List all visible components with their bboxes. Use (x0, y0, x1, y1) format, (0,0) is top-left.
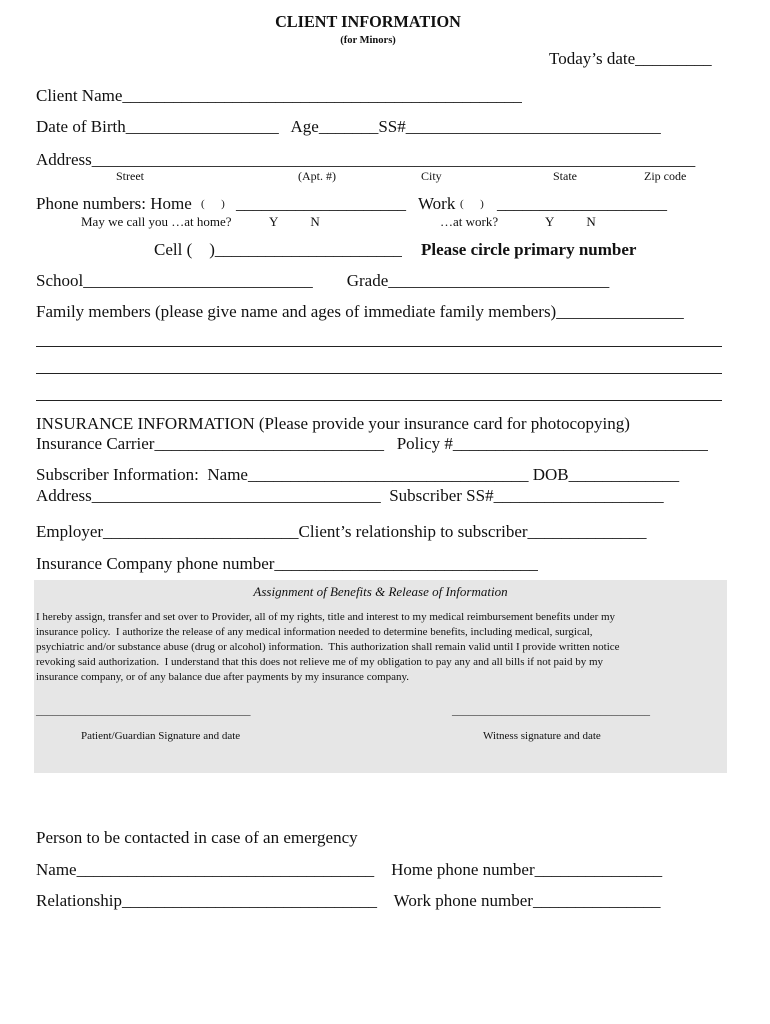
phone-home-label: Phone numbers: Home (36, 194, 192, 213)
phone-home-paren: ( ) (201, 198, 225, 210)
family-members-line-1[interactable] (36, 346, 722, 347)
witness-signature-label: Witness signature and date (483, 730, 601, 742)
address-street-label: Street (116, 169, 144, 183)
phone-work-field[interactable]: ____________________ (497, 194, 667, 213)
assignment-text-line: insurance policy. I authorize the release of any medical information needed to determine benefits, including medical, surgical, (36, 626, 593, 638)
address-zip-label: Zip code (644, 169, 687, 183)
witness-signature-line[interactable]: ____________________________________ (452, 705, 650, 717)
address-field[interactable]: Address_______________________________________________________________________ (36, 150, 696, 169)
call-work-question: …at work? (440, 214, 499, 229)
call-home-yes-no[interactable]: Y N (269, 214, 320, 229)
dob-age-ss-field[interactable]: Date of Birth__________________ Age_______SS#______________________________ (36, 117, 661, 136)
phone-work-label: Work (418, 194, 456, 213)
emergency-relationship-work-phone-field[interactable]: Relationship______________________________ Work phone number_______________ (36, 891, 661, 910)
circle-primary-note: Please circle primary number (421, 240, 637, 259)
insurance-heading: INSURANCE INFORMATION (Please provide your insurance card for photocopying) (36, 414, 630, 433)
carrier-policy-field[interactable]: Insurance Carrier___________________________ Policy #______________________________ (36, 434, 708, 453)
family-members-line-2[interactable] (36, 373, 722, 374)
emergency-name-home-phone-field[interactable]: Name___________________________________ Home phone number_______________ (36, 860, 663, 879)
assignment-text-line: I hereby assign, transfer and set over to Provider, all of my rights, title and interest to my medical reimbursement benefits under my (36, 611, 616, 623)
family-members-field[interactable]: Family members (please give name and ages of immediate family members)_______________ (36, 302, 684, 321)
todays-date-field[interactable]: Today’s date_________ (549, 49, 712, 68)
address-apt-label: (Apt. #) (298, 169, 336, 183)
subscriber-name-dob-field[interactable]: Subscriber Information: Name_________________________________ DOB_____________ (36, 465, 680, 484)
assignment-text-line: psychiatric and/or substance abuse (drug or alcohol) information. This authorization shall remain valid until I provide written notice (36, 641, 620, 653)
phone-home-field[interactable]: ____________________ (236, 194, 406, 213)
form-title: CLIENT INFORMATION (275, 12, 461, 31)
call-home-question: May we call you …at home? (81, 214, 232, 229)
phone-work-paren: ( ) (460, 198, 484, 210)
assignment-text-line: revoking said authorization. I understand that this does not relieve me of my obligation to pay any and all bills if not paid by my (36, 656, 603, 668)
family-members-line-3[interactable] (36, 400, 722, 401)
address-state-label: State (553, 169, 577, 183)
assignment-text-line: insurance company, or of any balance due after payments by my insurance company. (36, 671, 410, 683)
school-grade-field[interactable]: School___________________________ Grade__________________________ (36, 271, 610, 290)
address-city-label: City (421, 169, 442, 183)
patient-signature-line[interactable]: _______________________________________ (36, 705, 251, 717)
patient-signature-label: Patient/Guardian Signature and date (81, 730, 241, 742)
cell-phone-field[interactable]: Cell ( )______________________ (154, 240, 402, 259)
assignment-title: Assignment of Benefits & Release of Information (253, 584, 508, 599)
form-subtitle: (for Minors) (340, 34, 396, 46)
insurance-company-phone-field[interactable]: Insurance Company phone number_______________________________ (36, 554, 538, 573)
subscriber-address-ss-field[interactable]: Address__________________________________ Subscriber SS#____________________ (36, 486, 664, 505)
call-work-yes-no[interactable]: Y N (545, 214, 596, 229)
employer-relationship-field[interactable]: Employer_______________________Client’s relationship to subscriber______________ (36, 522, 647, 541)
client-name-field[interactable]: Client Name_______________________________________________ (36, 86, 522, 105)
emergency-heading: Person to be contacted in case of an emergency (36, 828, 358, 847)
